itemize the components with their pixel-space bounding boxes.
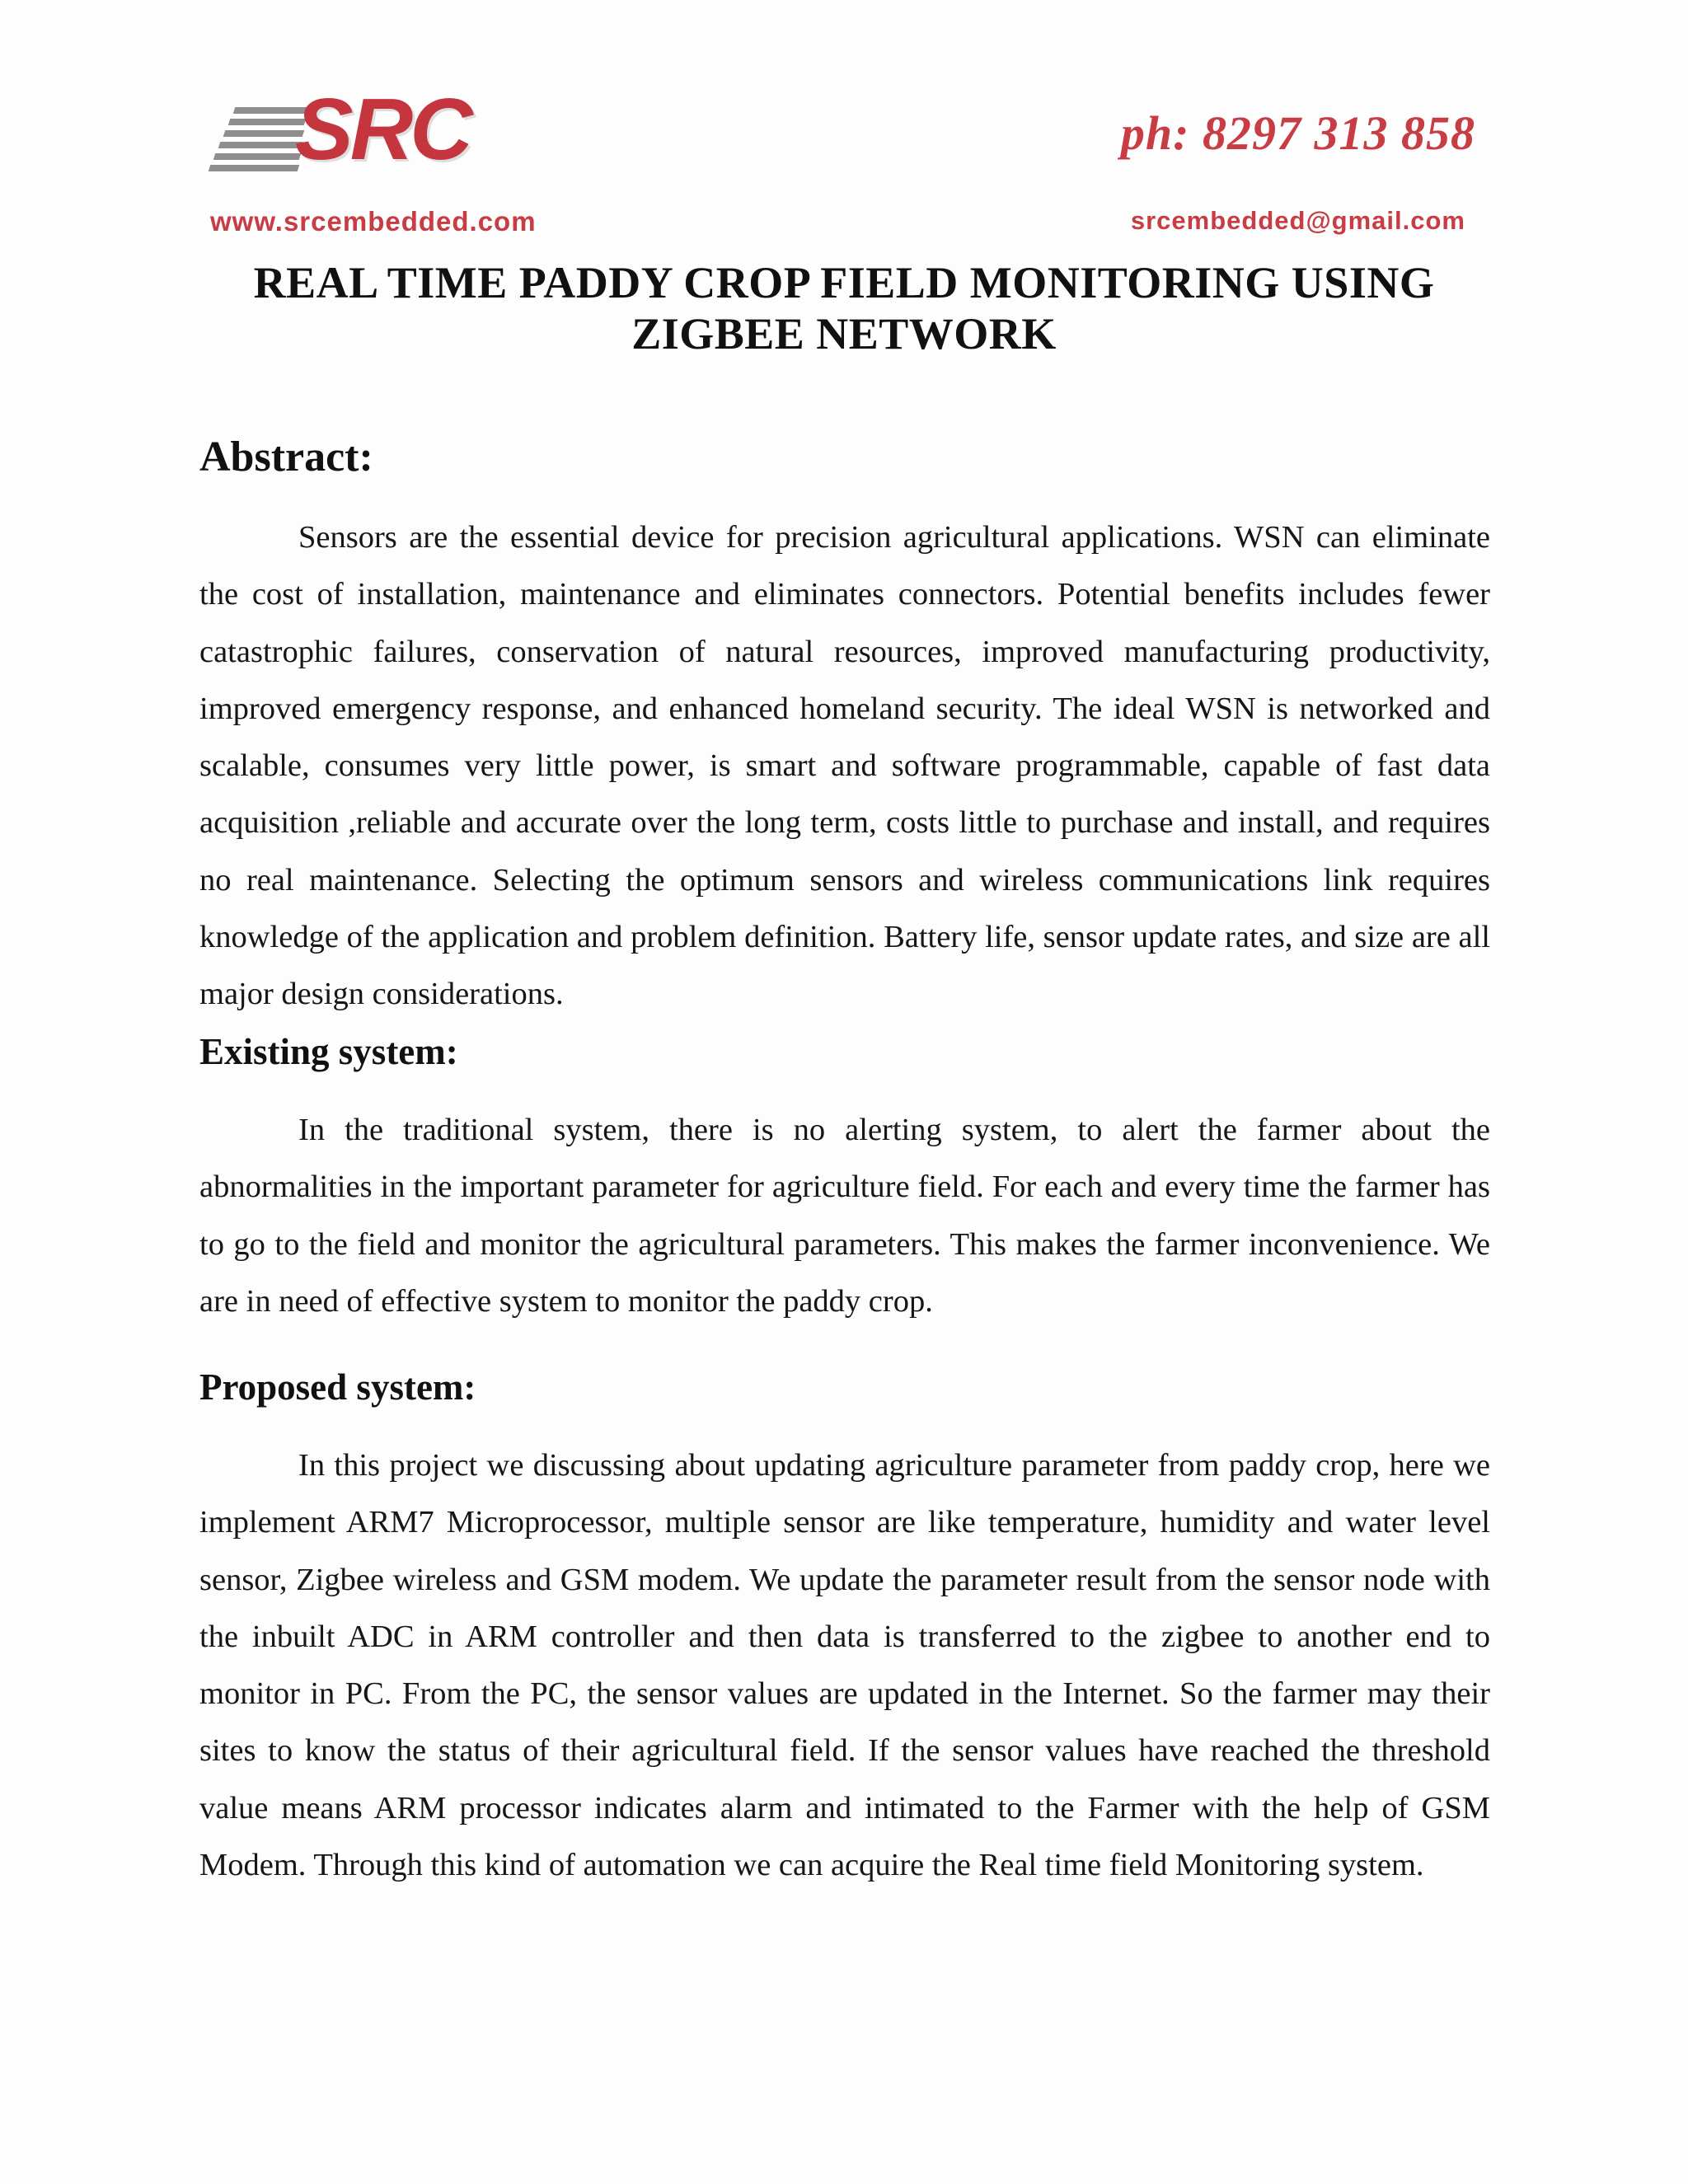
abstract-heading: Abstract: [199,434,373,480]
email-link[interactable]: srcembedded@gmail.com [1130,206,1465,235]
proposed-system-paragraph: In this project we discussing about updating agriculture parameter from paddy crop, here we implement ARM7 Microprocessor, multiple sensor are like temperature, humidity and water level sensor, Zigbee wireless and GSM modem. We update the parameter result from the sensor node with the inbuilt ADC in ARM controller and then data is transferred to the zigbee to another end to monitor in PC. From the PC, the sensor values are updated in the Internet. So the farmer may their sites to know the status of their agricultural field. If the sensor values have reached the threshold value means ARM processor indicates alarm and intimated to the Farmer with the help of GSM Modem. Through this kind of automation we can acquire the Real time field Monitoring system. [199,1448,1490,1883]
phone-number: ph: 8297 313 858 [1120,106,1475,160]
document-title: REAL TIME PADDY CROP FIELD MONITORING USING ZIGBEE NETWORK [253,258,1435,359]
logo-wordmark: SRC [295,81,470,178]
logo-bars-graphic [206,104,305,178]
src-logo [206,81,470,180]
letterhead [0,0,1688,255]
proposed-system-heading: Proposed system: [199,1366,476,1408]
website-link[interactable]: www.srcembedded.com [210,206,537,237]
existing-system-paragraph: In the traditional system, there is no alerting system, to alert the farmer about the abnormalities in the important parameter for agriculture field. For each and every time the farmer has to go to the field and monitor the agricultural parameters. This makes the farmer inconvenience. We are in need of effective system to monitor the paddy crop. [199,1113,1490,1319]
abstract-paragraph: Sensors are the essential device for precision agricultural applications. WSN can eliminate the cost of installation, maintenance and eliminates connectors. Potential benefits includes fewer catastrophic failures, conservation of natural resources, improved manufacturing productivity, improved emergency response, and enhanced homeland security. The ideal WSN is networked and scalable, consumes very little power, is smart and software programmable, capable of fast data acquisition ,reliable and accurate over the long term, costs little to purchase and install, and requires no real maintenance. Selecting the optimum sensors and wireless communications link requires knowledge of the application and problem definition. Battery life, sensor update rates, and size are all major design considerations. [199,520,1490,1012]
existing-system-heading: Existing system: [199,1031,458,1072]
